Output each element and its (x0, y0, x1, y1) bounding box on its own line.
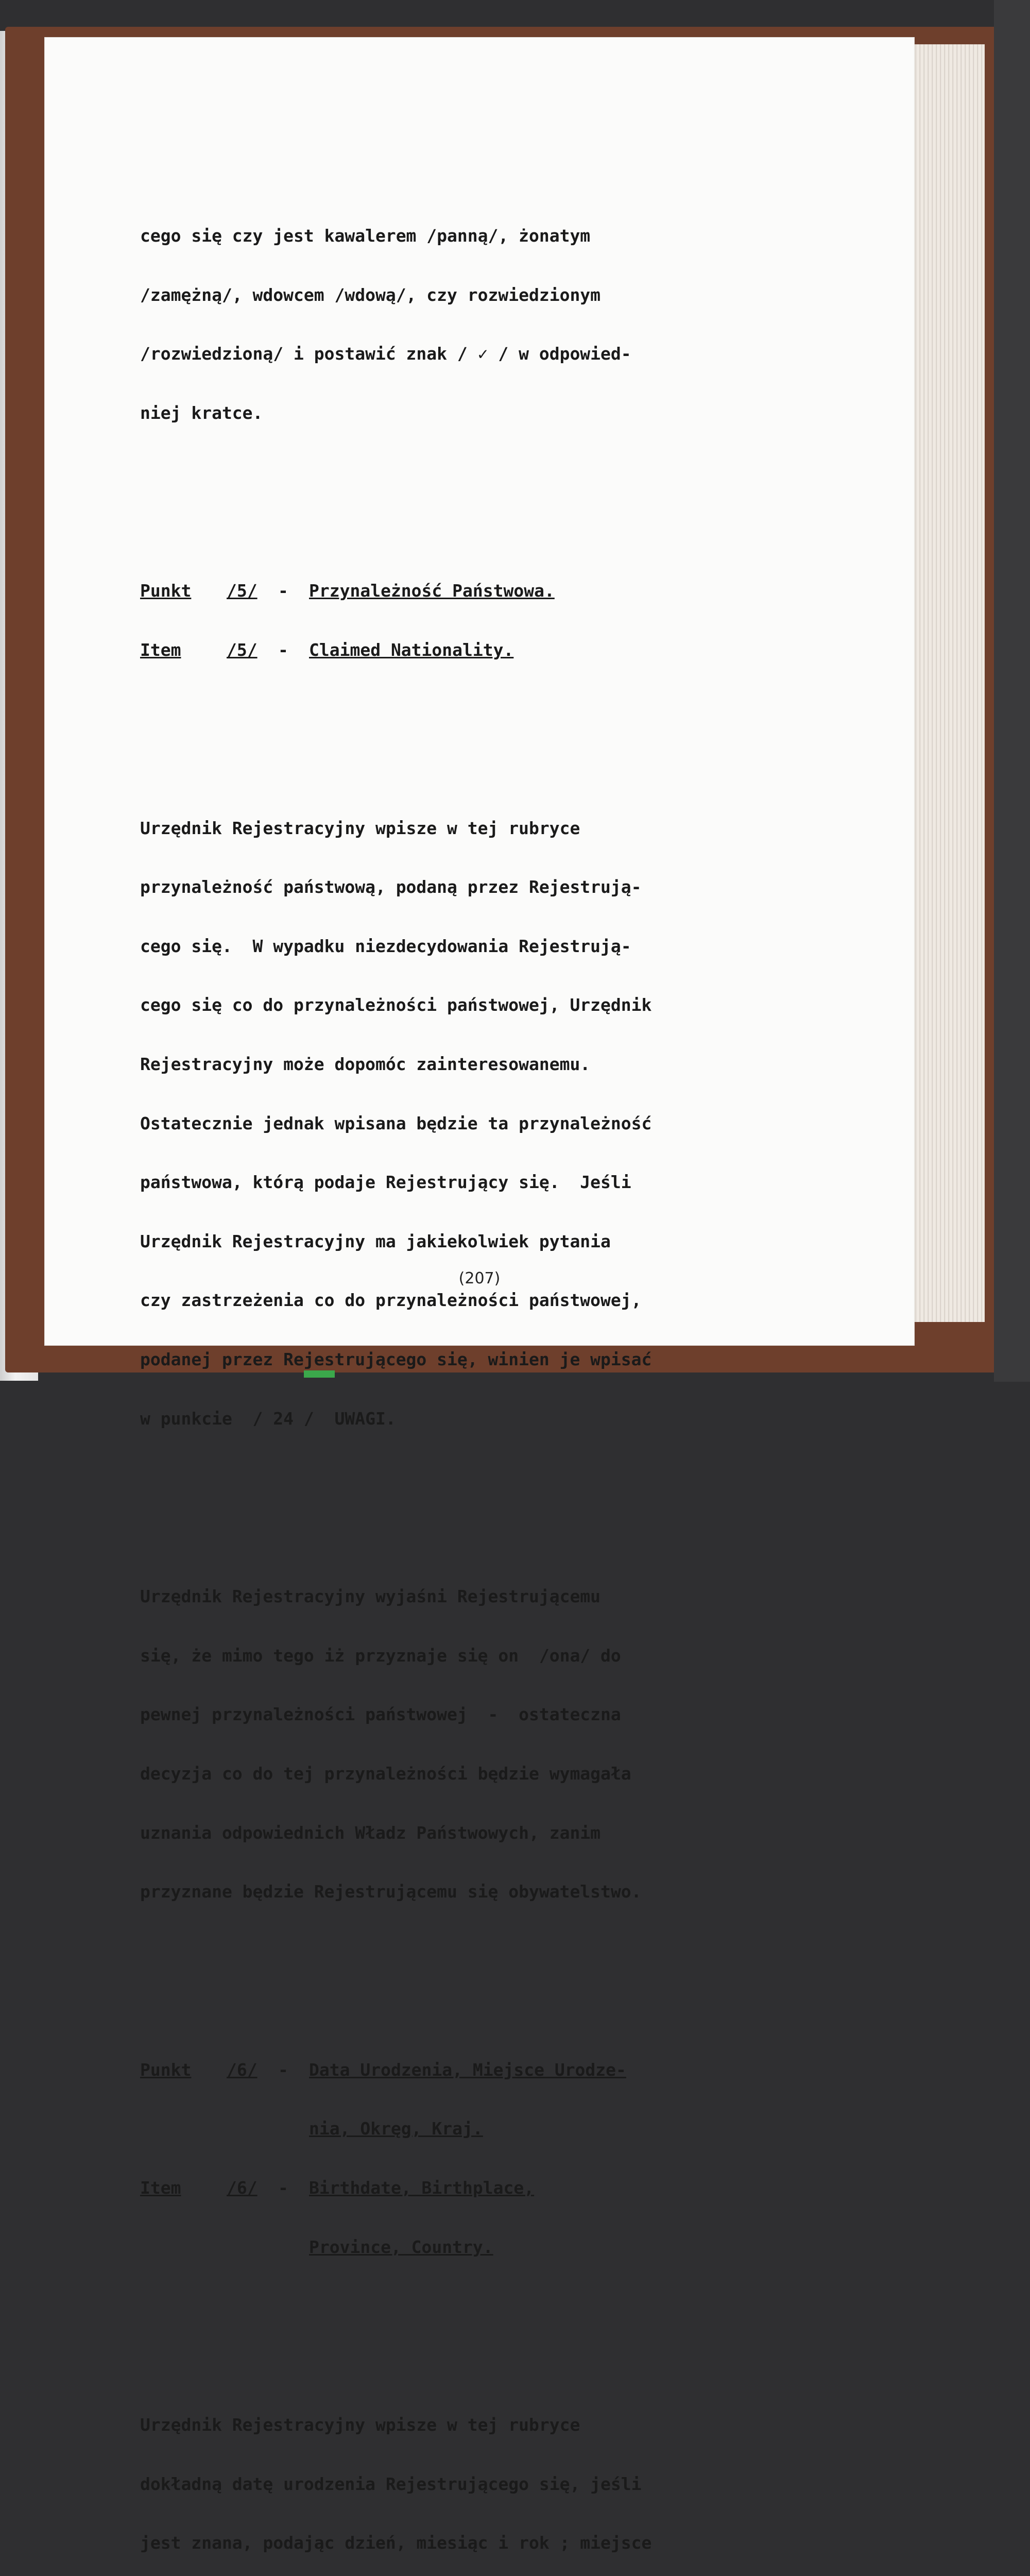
heading-key: Item (140, 640, 181, 660)
paragraph-2 (140, 779, 810, 1468)
text-line: przyznane będzie Rejestrującemu się obywatelstwo. (140, 1882, 642, 1902)
heading-title-polish: Przynależność Państwowa. (309, 581, 555, 601)
text-line: dokładną datę urodzenia Rejestrującego się, jeśli (140, 2473, 642, 2494)
paragraph-1 (140, 187, 810, 463)
text-line: Ostatecznie jednak wpisana będzie ta przynależność (140, 1113, 652, 1133)
text-line: /zamężną/, wdowcem /wdową/, czy rozwiedzionym (140, 284, 601, 305)
text-line: pewnej przynależności państwowej - ostateczna (140, 1704, 621, 1725)
text-line: w punkcie / 24 / UWAGI. (140, 1408, 396, 1429)
text-line: uznania odpowiednich Władz Państwowych, zanim (140, 1822, 601, 1843)
heading-title-english: Claimed Nationality. (309, 640, 514, 660)
heading-dash: - (278, 2059, 288, 2080)
page-stack-edge (912, 44, 985, 1322)
bookmark-ribbon (304, 1370, 335, 1378)
heading-title-english-cont: Province, Country. (309, 2236, 493, 2257)
text-line: cego się czy jest kawalerem /panną/, żonatym (140, 226, 591, 246)
heading-dash: - (278, 640, 288, 660)
text-line: się, że mimo tego iż przyznaje się on /ona/ do (140, 1645, 621, 1666)
text-line: podanej przez Rejestrującego się, winien je wpisać (140, 1349, 652, 1369)
document-page (44, 37, 915, 2553)
paragraph-4 (140, 2376, 810, 2576)
document-text (140, 128, 810, 2576)
scan-background (994, 0, 1030, 1382)
text-line: jest znana, podając dzień, miesiąc i rok ; miejsce (140, 2533, 652, 2553)
heading-item-5 (140, 542, 810, 700)
heading-dash: - (278, 2177, 288, 2198)
page-number: (207) (458, 1269, 501, 1287)
text-line: Urzędnik Rejestracyjny wyjaśni Rejestrującemu (140, 1586, 601, 1607)
text-line: czy zastrzeżenia co do przynależności państwowej, (140, 1290, 642, 1311)
heading-title-polish: Data Urodzenia, Miejsce Urodze- (309, 2059, 626, 2080)
text-line: cego się. W wypadku niezdecydowania Rejestrują- (140, 936, 631, 956)
text-line: Urzędnik Rejestracyjny wpisze w tej rubryce (140, 2415, 580, 2435)
heading-item-6 (140, 2021, 810, 2296)
text-line: Urzędnik Rejestracyjny ma jakiekolwiek pytania (140, 1231, 611, 1251)
text-line: cego się co do przynależności państwowej, Urzędnik (140, 995, 652, 1015)
heading-key: Punkt (140, 2059, 192, 2080)
heading-number: /5/ (227, 581, 258, 601)
text-line: Urzędnik Rejestracyjny wpisze w tej rubryce (140, 818, 580, 838)
heading-number: /5/ (227, 640, 258, 660)
heading-number: /6/ (227, 2059, 258, 2080)
text-line: niej kratce. (140, 402, 263, 423)
text-line: przynależność państwową, podaną przez Rejestrują- (140, 877, 642, 897)
text-line: /rozwiedzioną/ i postawić znak / ✓ / w odpowied- (140, 344, 631, 364)
text-line: państwowa, którą podaje Rejestrujący się. Jeśli (140, 1172, 631, 1193)
heading-title-polish-cont: nia, Okręg, Kraj. (309, 2119, 483, 2139)
heading-key: Item (140, 2177, 181, 2198)
heading-number: /6/ (227, 2177, 258, 2198)
heading-key: Punkt (140, 581, 192, 601)
text-line: Rejestracyjny może dopomóc zainteresowanemu. (140, 1054, 591, 1074)
paragraph-3 (140, 1548, 810, 1941)
heading-dash: - (278, 581, 288, 601)
heading-title-english: Birthdate, Birthplace, (309, 2177, 535, 2198)
text-line: decyzja co do tej przynależności będzie wymagała (140, 1763, 631, 1784)
